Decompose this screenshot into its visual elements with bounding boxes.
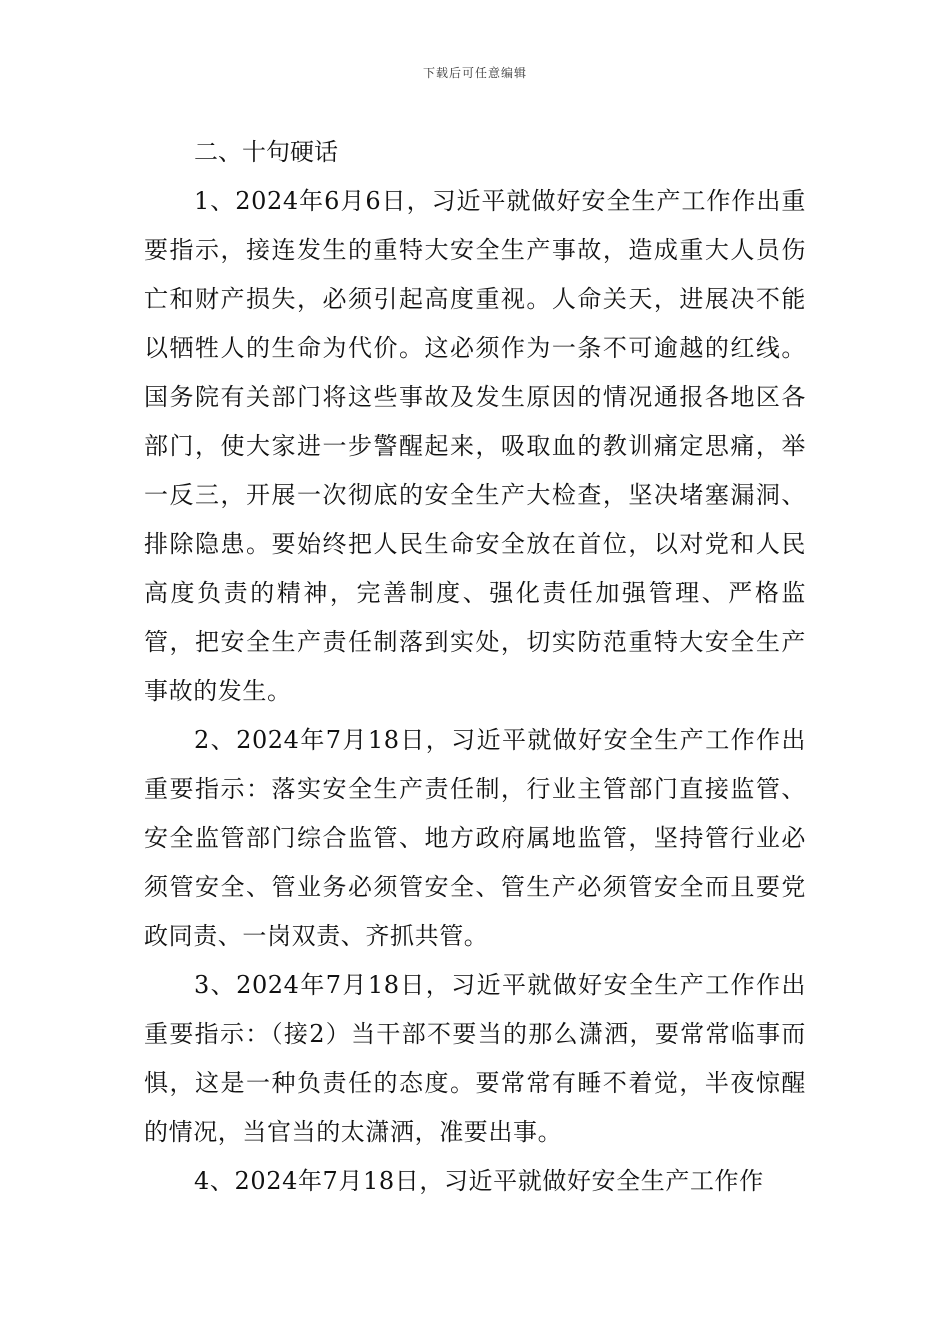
header-note: 下载后可任意编辑 [422, 66, 527, 80]
paragraph-1: 1、2024年6月6日，习近平就做好安全生产工作作出重要指示，接连发生的重特大安全生产事故，造成重大人员伤亡和财产损失，必须引起高度重视。人命关天，进展决不能以牺牲人的生命为代价。这必须作为一条不可逾越的红线。国务院有关部门将这些事故及发生原因的情况通报各地区各部门，使大家进一步警醒起来，吸取血的教训痛定思痛，举一反三，开展一次彻底的安全生产大检查，坚决堵塞漏洞、排除隐患。要始终把人民生命安全放在首位，以对党和人民高度负责的精神，完善制度、强化责任加强管理、严格监管，把安全生产责任制落到实处，切实防范重特大安全生产事故的发生。 [144, 187, 806, 705]
section-heading: 二、十句硬话 [194, 138, 338, 166]
paragraph-3: 3、2024年7月18日，习近平就做好安全生产工作作出重要指示：（接2）当干部不要当的那么潇洒，要常常临事而惧，这是一种负责任的态度。要常常有睡不着觉，半夜惊醒的情况，当官当的太潇洒，准要出事。 [144, 971, 806, 1146]
paragraph-4: 4、2024年7月18日，习近平就做好安全生产工作作 [194, 1167, 764, 1195]
paragraph-2: 2、2024年7月18日，习近平就做好安全生产工作作出重要指示：落实安全生产责任制，行业主管部门直接监管、安全监管部门综合监管、地方政府属地监管，坚持管行业必须管安全、管业务必须管安全、管生产必须管安全而且要党政同责、一岗双责、齐抓共管。 [144, 726, 806, 950]
document-body [144, 128, 806, 1206]
